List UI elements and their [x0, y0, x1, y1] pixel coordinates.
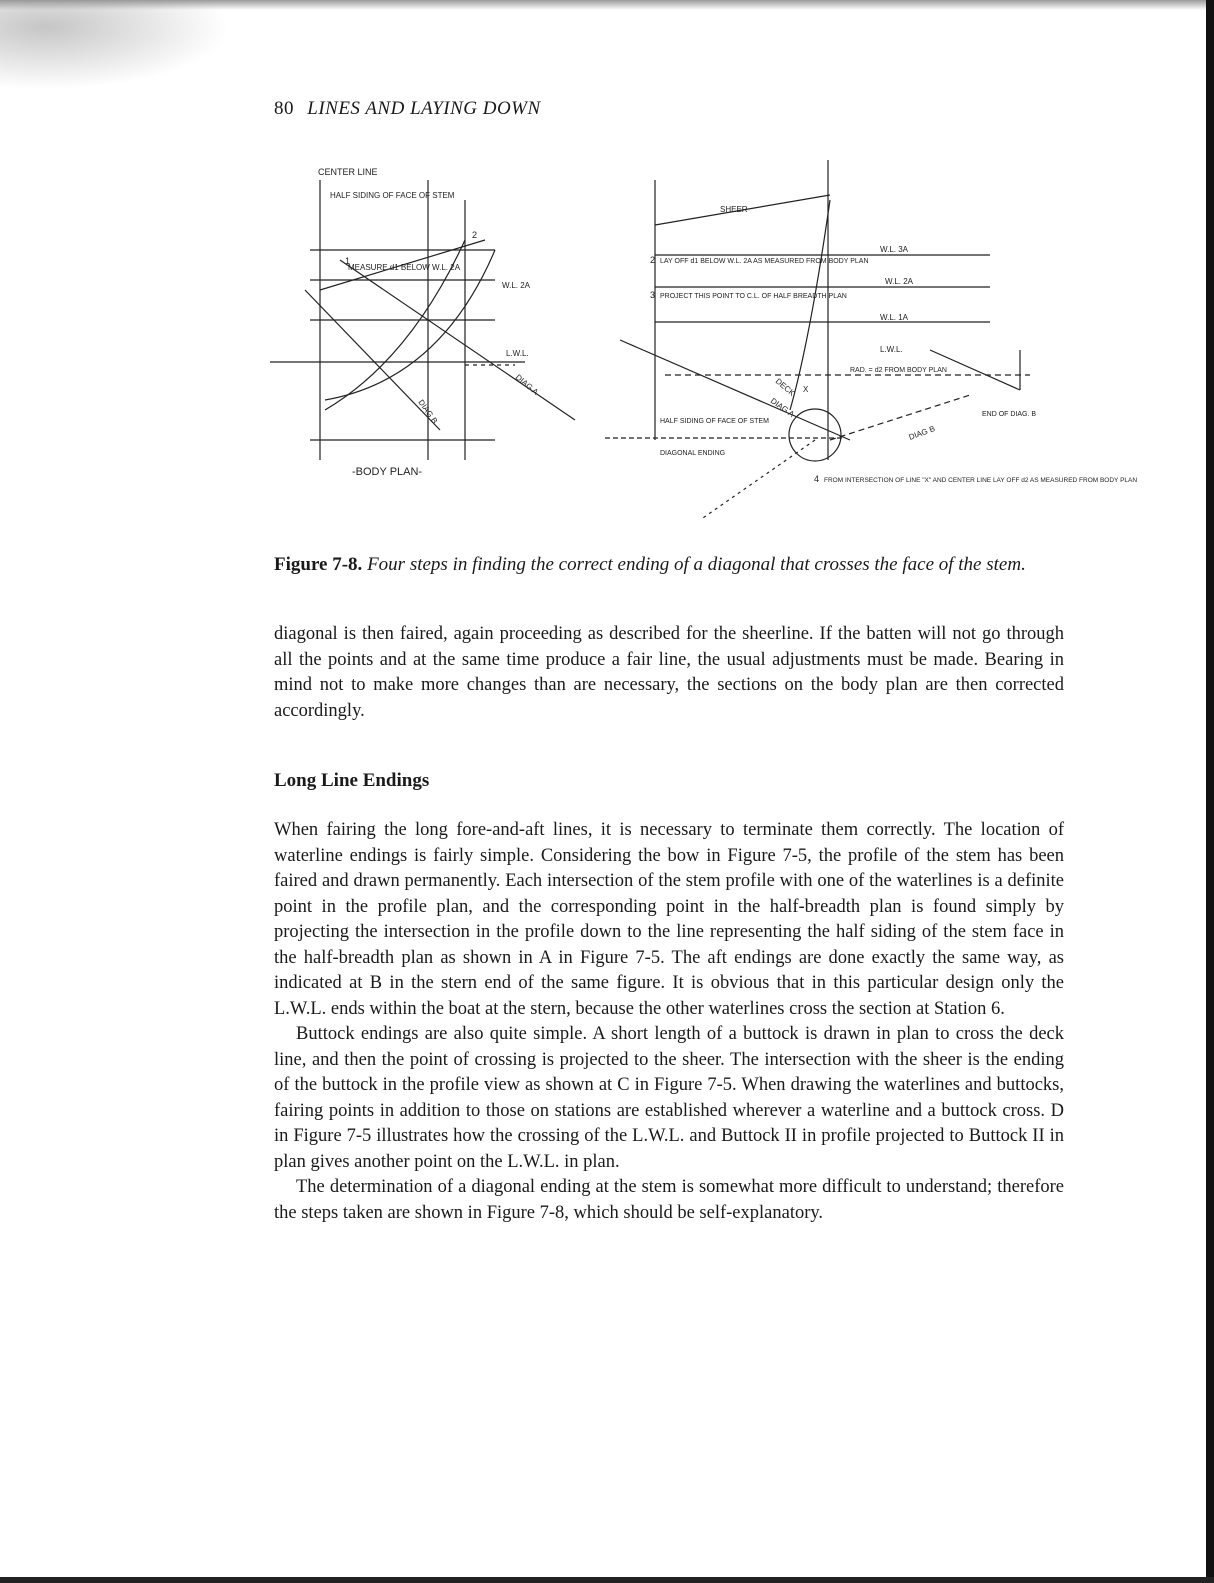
right-wl3a-label: W.L. 3A: [880, 245, 909, 254]
left-half-siding-label: HALF SIDING OF FACE OF STEM: [330, 191, 455, 200]
right-step2-label: LAY OFF d1 BELOW W.L. 2A AS MEASURED FROM BODY PLAN: [660, 258, 869, 265]
figure-caption: [274, 552, 1074, 578]
right-wl2a-label: W.L. 2A: [885, 277, 914, 286]
right-half-siding-label: HALF SIDING OF FACE OF STEM: [660, 418, 769, 425]
step-number-1: 1: [345, 256, 351, 266]
right-step4-label: FROM INTERSECTION OF LINE "X" AND CENTER LINE LAY OFF d2 AS MEASURED FROM BODY PLAN: [824, 477, 1138, 484]
right-end-of-diag-label: END OF DIAG. B: [982, 411, 1037, 418]
left-diag-a: [340, 260, 575, 420]
left-diag-a-label: DIAG A: [513, 372, 540, 397]
right-rad-label: RAD. = d2 FROM BODY PLAN: [850, 367, 947, 374]
left-diag-b-label: DIAG B: [416, 397, 440, 426]
paragraph-3: The determination of a diagonal ending at the stem is somewhat more difficult to understand; therefore the steps taken are shown in Figure 7-8, which should be self-explanatory.: [274, 1177, 1064, 1223]
right-diag-b-label: DIAG B: [907, 424, 937, 442]
running-head: [274, 98, 541, 120]
left-center-line-label: CENTER LINE: [318, 167, 378, 177]
step-number-3: 3: [650, 290, 656, 300]
right-deck-label: DECK: [773, 376, 797, 398]
figure-drawing: [270, 140, 1138, 550]
right-stem-profile: [790, 200, 830, 410]
page-number: 80: [274, 98, 294, 119]
right-diagonal-ending-label: DIAGONAL ENDING: [660, 450, 726, 457]
right-diag-b: [830, 395, 970, 440]
paragraph-2: Buttock endings are also quite simple. A short length of a buttock is drawn in plan to cross the deck line, and then the point of crossing is projected to the sheer. The intersection with the sheer is the ending of the buttock in the profile view as shown at C in Figure 7-5. When drawing the waterlines and buttocks, fairing points in addition to those on stations are established wherever a waterline and a buttock cross. D in Figure 7-5 illustrates how the crossing of the L.W.L. and Buttock II in profile projected to Buttock II in plan gives another point on the L.W.L. in plan.: [274, 1024, 1064, 1172]
caption-text: Four steps in finding the correct ending of a diagonal that crosses the face of the stem.: [367, 554, 1026, 575]
main-paragraphs: [274, 818, 1064, 1226]
caption-label: Figure 7-8.: [274, 554, 363, 575]
step-number-4: 4: [814, 474, 820, 484]
paragraph-1: When fairing the long fore-and-aft lines, it is necessary to terminate them correctly. The location of waterline endings is fairly simple. Considering the bow in Figure 7-5, the profile of the stem has been faired and drawn permanently. Each intersection of the stem profile with one of the waterlines is a definite point in the profile plan, and the corresponding point in the half-breadth plan is found simply by projecting the intersection in the profile down to the line representing the half siding of the stem face in the half-breadth plan as shown in A in Figure 7-5. The aft endings are done exactly the same way, as indicated at B in the stern end of the same figure. It is obvious that in this particular design only the L.W.L. ends within the boat at the stern, because the other waterlines cross the section at Station 6.: [274, 820, 1064, 1019]
running-title: LINES AND LAYING DOWN: [307, 98, 541, 119]
figure-7-8: [270, 140, 1138, 550]
right-diag-a-label: DIAG A: [768, 396, 796, 419]
intro-paragraph: [274, 622, 1064, 724]
right-x-label: X: [803, 385, 809, 394]
left-wl-label: W.L. 2A: [502, 281, 531, 290]
right-lwl-label: L.W.L.: [880, 345, 903, 354]
right-step3-label: PROJECT THIS POINT TO C.L. OF HALF BREADTH PLAN: [660, 293, 847, 300]
right-sheer-label: SHEER: [720, 205, 748, 214]
left-diag-b: [305, 290, 440, 430]
left-section-curve-2: [325, 250, 495, 400]
left-station-number: 2: [472, 230, 478, 240]
scan-smudge: [0, 0, 230, 90]
left-step1-label: MEASURE d1 BELOW W.L. 2A: [348, 263, 461, 272]
right-wl1a-label: W.L. 1A: [880, 313, 909, 322]
scan-right-edge: [1206, 0, 1214, 1583]
left-lwl-label: L.W.L.: [506, 349, 529, 358]
step-number-2: 2: [650, 255, 656, 265]
left-body-plan-label: -BODY PLAN-: [352, 466, 423, 478]
scan-bottom-edge: [0, 1577, 1214, 1583]
paragraph-intro: diagonal is then faired, again proceeding as described for the sheerline. If the batten will not go through all the points and at the same time produce a fair line, the usual adjustments must be made. Bearing in mind not to make more changes than are necessary, the sections on the body plan are then corrected accordingly.: [274, 624, 1064, 721]
section-heading: Long Line Endings: [274, 770, 430, 791]
